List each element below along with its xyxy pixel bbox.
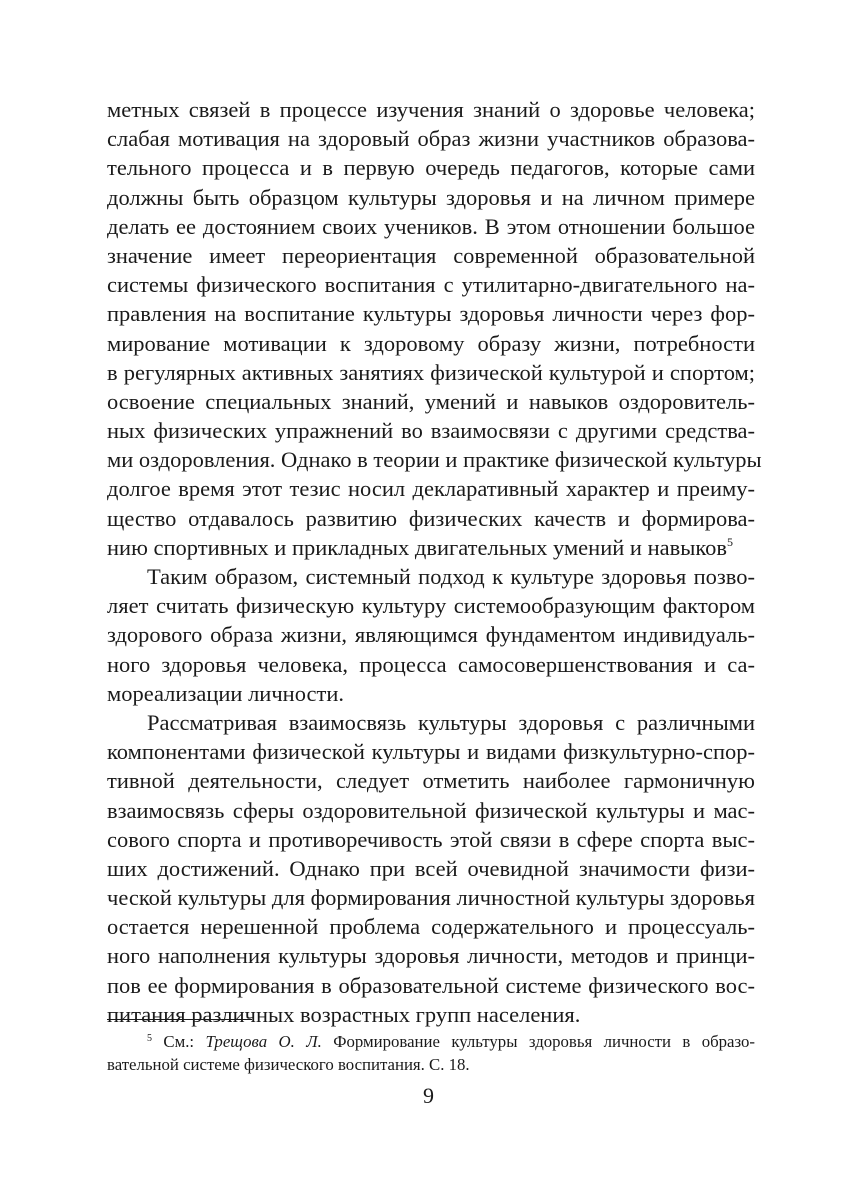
text-line: мореализации личности. xyxy=(107,680,344,706)
page-number: 9 xyxy=(423,1083,434,1108)
text-line: мирование мотивации к здоровому образу жизни, потребности xyxy=(107,330,755,356)
paragraph-3 xyxy=(107,708,755,1029)
text-line: питания различных возрастных групп населения. xyxy=(107,1001,581,1027)
text-line: взаимосвязь сферы оздоровительной физической культуры и мас- xyxy=(107,797,755,823)
text-line: значение имеет переориентация современной образовательной xyxy=(107,242,755,268)
text-line: щество отдавалось развитию физических качеств и формирова- xyxy=(107,505,755,531)
text-line: ных физических упражнений во взаимосвязи с другими средства- xyxy=(107,418,755,444)
text-line: правления на воспитание культуры здоровья личности через фор- xyxy=(107,301,755,327)
text-line: ного наполнения культуры здоровья личности, методов и принци- xyxy=(107,943,755,969)
footnote-author: Трещова О. Л. xyxy=(205,1032,322,1051)
text-line: системы физического воспитания с утилитарно-двигательного на- xyxy=(107,272,755,298)
text-line: пов ее формирования в образовательной системе физического вос- xyxy=(107,972,755,998)
footnote-line xyxy=(107,1030,755,1053)
text-line: Рассматривая взаимосвязь культуры здоровья с различными xyxy=(147,709,755,735)
paragraph-1 xyxy=(107,95,762,562)
text-line: ческой культуры для формирования личностной культуры здоровья xyxy=(107,885,755,911)
text-line: тивной деятельности, следует отметить наиболее гармоничную xyxy=(107,768,755,794)
text-line: Таким образом, системный подход к культуре здоровья позво- xyxy=(147,564,755,589)
text-line: долгое время этот тезис носил декларативный характер и преиму- xyxy=(107,476,755,502)
footnote-line: вательной системе физического воспитания. С. 18. xyxy=(107,1055,470,1074)
text-line: здорового образа жизни, являющимся фундаментом индивидуаль- xyxy=(107,622,755,648)
text-line: тельного процесса и в первую очередь педагогов, которые сами xyxy=(107,155,755,181)
text-line: сового спорта и противоречивость этой связи в сфере спорта выс- xyxy=(107,826,755,852)
footnote-number: 5 xyxy=(147,1033,152,1044)
text-line xyxy=(107,533,755,562)
text-line: остается нерешенной проблема содержательного и процессуаль- xyxy=(107,914,755,940)
paragraph-2 xyxy=(107,562,755,708)
text-line: делать ее достоянием своих учеников. В этом отношении большое xyxy=(107,213,755,239)
text-line: метных связей в процессе изучения знаний о здоровье человека; xyxy=(107,97,755,122)
text-line: в регулярных активных занятиях физической культурой и спортом; xyxy=(107,359,755,385)
text-line: должны быть образцом культуры здоровья и на личном примере xyxy=(107,184,755,210)
text-line: компонентами физической культуры и видами физкультурно-спор- xyxy=(107,739,755,765)
footnote-reference[interactable]: 5 xyxy=(727,534,734,549)
text-line-content: нию спортивных и прикладных двигательных умений и навыков xyxy=(107,534,728,560)
text-line: ших достижений. Однако при всей очевидной значимости физи- xyxy=(107,855,755,881)
footnote-divider xyxy=(107,1019,252,1020)
footnote-title: Формирование культуры здоровья личности в образо- xyxy=(321,1032,756,1051)
text-line: слабая мотивация на здоровый образ жизни участников образова- xyxy=(107,126,755,152)
text-line: ного здоровья человека, процесса самосовершенствования и са- xyxy=(107,651,755,677)
text-line: освоение специальных знаний, умений и навыков оздоровитель- xyxy=(107,388,755,414)
footnote xyxy=(107,1030,755,1076)
text-line: ми оздоровления. Однако в теории и практике физической культуры xyxy=(107,447,762,473)
page-body xyxy=(107,95,762,1029)
footnote-prefix: См.: xyxy=(163,1032,206,1051)
text-line: ляет считать физическую культуру системообразующим фактором xyxy=(107,593,755,619)
